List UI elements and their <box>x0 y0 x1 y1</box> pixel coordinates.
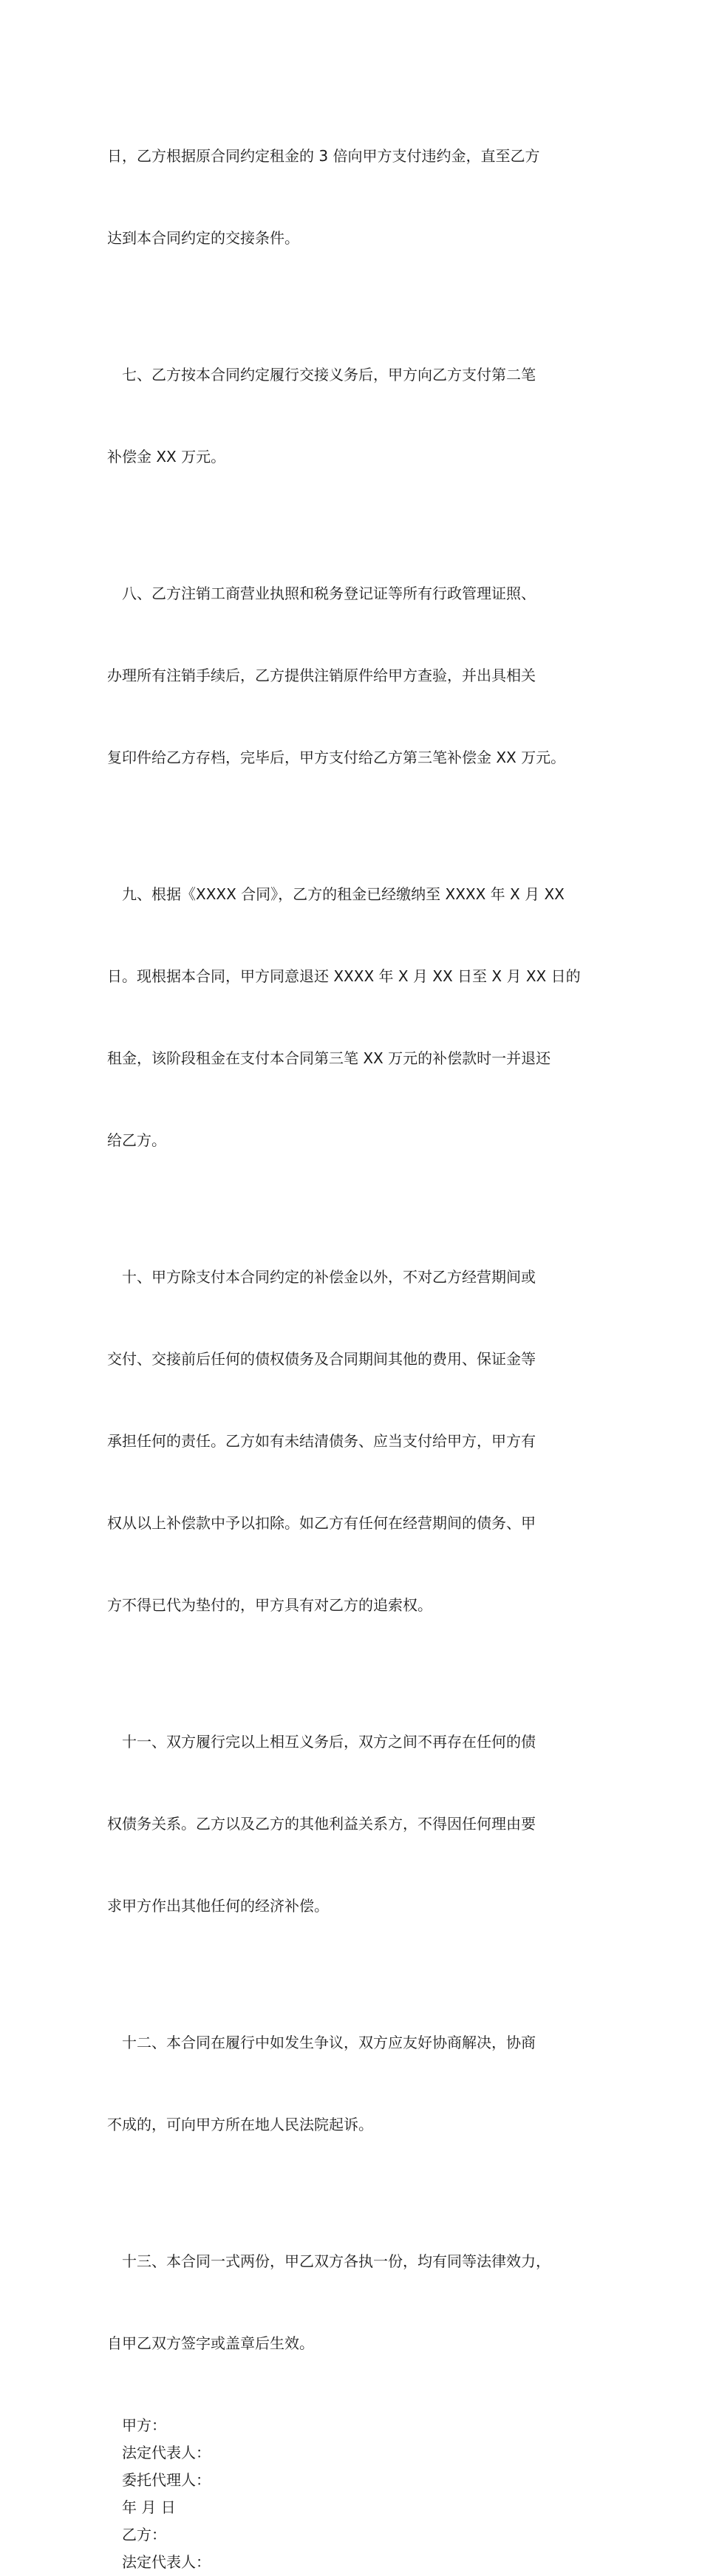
text-line: 八、乙方注销工商营业执照和税务登记证等所有行政管理证照、 <box>107 585 536 602</box>
text-line: 十二、本合同在履行中如发生争议，双方应友好协商解决，协商 <box>107 2034 536 2051</box>
text-line: 租金，该阶段租金在支付本合同第三笔 XX 万元的补偿款时一并退还 <box>107 1049 551 1067</box>
text-line: 七、乙方按本合同约定履行交接义务后，甲方向乙方支付第二笔 <box>107 366 536 384</box>
clause-13 <box>107 2193 599 2412</box>
text-line: 权从以上补偿款中予以扣除。如乙方有任何在经营期间的债务、甲 <box>107 1514 536 1532</box>
text-line: 权债务关系。乙方以及乙方的其他利益关系方，不得因任何理由要 <box>107 1815 536 1833</box>
text-line: 给乙方。 <box>107 1131 166 1149</box>
party-a-legal-representative-label: 法定代表人： <box>122 2444 211 2461</box>
text-line: 十三、本合同一式两份，甲乙双方各执一份，均有同等法律效力， <box>107 2252 551 2270</box>
party-b-label: 乙方： <box>122 2526 166 2543</box>
text-line: 承担任何的责任。乙方如有未结清债务、应当支付给甲方，甲方有 <box>107 1432 536 1450</box>
text-line: 方不得已代为垫付的，甲方具有对乙方的追索权。 <box>107 1596 432 1614</box>
text-line: 日，乙方根据原合同约定租金的 3 倍向甲方支付违约金，直至乙方 <box>107 147 540 165</box>
clause-7 <box>107 307 599 525</box>
party-a-label: 甲方： <box>122 2416 166 2434</box>
text-line: 自甲乙双方签字或盖章后生效。 <box>107 2334 314 2352</box>
clause-11 <box>107 1674 599 1974</box>
clause-8 <box>107 525 599 826</box>
text-line: 达到本合同约定的交接条件。 <box>107 229 299 247</box>
contract-body <box>107 88 599 2576</box>
text-line: 十一、双方履行完以上相互义务后，双方之间不再存在任何的债 <box>107 1733 536 1751</box>
text-line: 十、甲方除支付本合同约定的补偿金以外，不对乙方经营期间或 <box>107 1268 536 1286</box>
text-line: 日。现根据本合同，甲方同意退还 XXXX 年 X 月 XX 日至 X 月 XX 日的 <box>107 967 581 985</box>
text-line: 交付、交接前后任何的债权债务及合同期间其他的费用、保证金等 <box>107 1350 536 1368</box>
clause-10 <box>107 1209 599 1674</box>
text-line: 办理所有注销手续后，乙方提供注销原件给甲方查验，并出具相关 <box>107 667 536 684</box>
clause-12 <box>107 1974 599 2193</box>
text-line: 复印件给乙方存档，完毕后，甲方支付给乙方第三笔补偿金 XX 万元。 <box>107 749 566 766</box>
text-line: 补偿金 XX 万元。 <box>107 448 226 466</box>
text-line: 求甲方作出其他任何的经济补偿。 <box>107 1897 329 1915</box>
clause-9 <box>107 826 599 1209</box>
party-a-agent-label: 委托代理人： <box>122 2471 211 2489</box>
party-b-legal-representative-label: 法定代表人： <box>122 2553 211 2571</box>
text-line: 不成的，可向甲方所在地人民法院起诉。 <box>107 2116 373 2133</box>
signing-date-label: 年 月 日 <box>122 2498 176 2516</box>
text-line: 九、根据《XXXX 合同》，乙方的租金已经缴纳至 XXXX 年 X 月 XX <box>107 885 565 903</box>
paragraph-continuation <box>107 88 599 307</box>
